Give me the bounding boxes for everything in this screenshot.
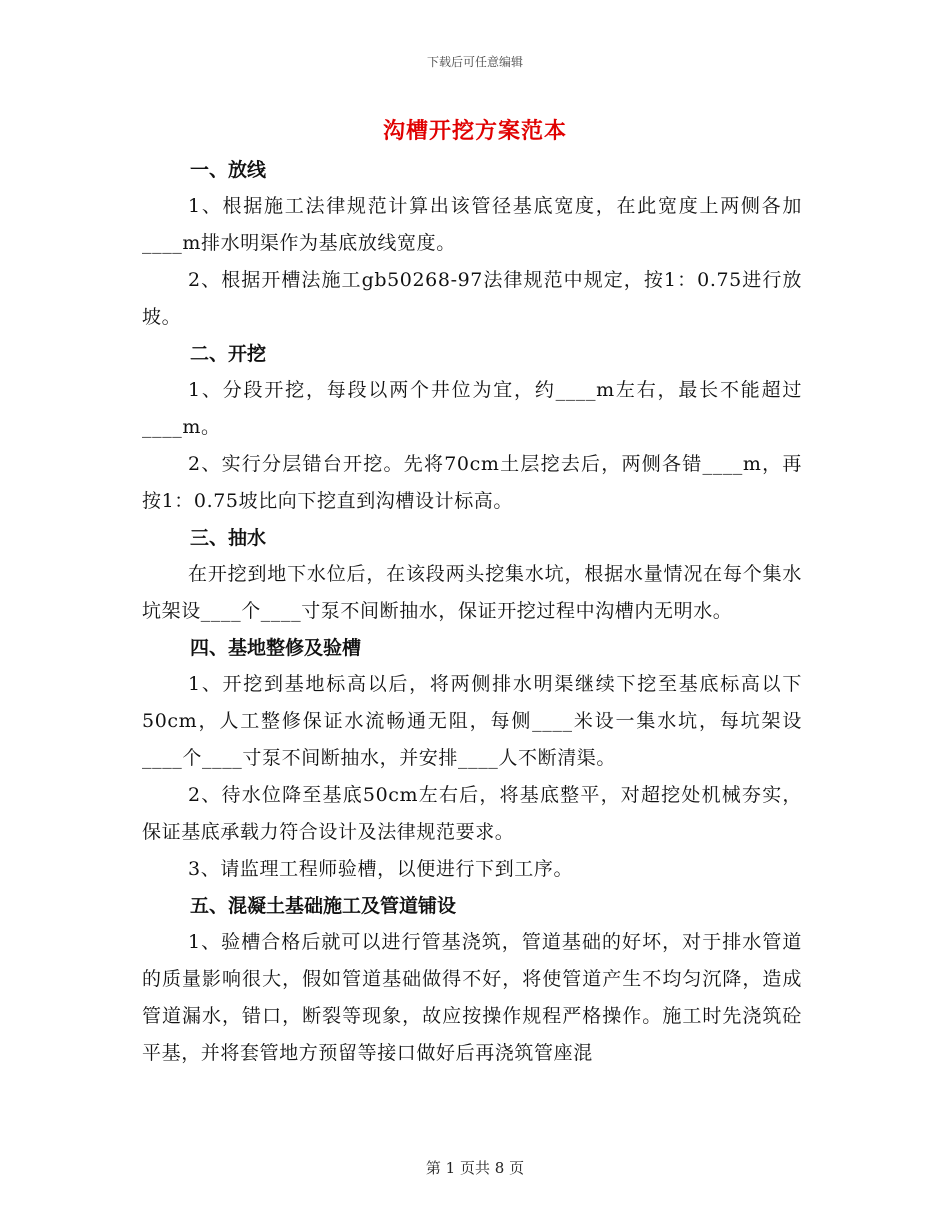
section-hunningtu-jichu (142, 888, 802, 1072)
paragraph: 1、验槽合格后就可以进行管基浇筑，管道基础的好坏，对于排水管道的质量影响很大，假如管道基础做得不好，将使管道产生不均匀沉降，造成管道漏水，错口，断裂等现象，故应按操作规程严格操作。施工时先浇筑砼平基，并将套管地方预留等接口做好后再浇筑管座混 (142, 931, 802, 1064)
paragraph: 2、实行分层错台开挖。先将70cm土层挖去后，两侧各错____m，再按1：0.75坡比向下挖直到沟槽设计标高。 (142, 453, 802, 512)
paragraph: 1、根据施工法律规范计算出该管径基底宽度，在此宽度上两侧各加____m排水明渠作为基底放线宽度。 (142, 195, 802, 254)
paragraph: 3、请监理工程师验槽，以便进行下到工序。 (188, 858, 574, 880)
section-heading: 三、抽水 (190, 527, 267, 549)
section-heading: 一、放线 (190, 159, 267, 181)
document-title: 沟槽开挖方案范本 (382, 118, 567, 144)
section-heading: 五、混凝土基础施工及管道铺设 (190, 895, 457, 917)
section-heading: 四、基地整修及验槽 (190, 637, 362, 659)
section-choushui (142, 520, 802, 630)
paragraph: 1、开挖到基地标高以后，将两侧排水明渠继续下挖至基底标高以下50cm，人工整修保证水流畅通无阻，每侧____米设一集水坑，每坑架设____个____寸泵不间断抽水，并安排____人不断清渠。 (142, 673, 802, 769)
section-jidi-zhengxiu (142, 630, 802, 888)
paragraph: 2、根据开槽法施工gb50268-97法律规范中规定，按1：0.75进行放坡。 (142, 269, 802, 328)
header-note: 下载后可任意编辑 (426, 55, 523, 69)
section-fangxian (142, 152, 802, 336)
paragraph: 1、分段开挖，每段以两个井位为宜，约____m左右，最长不能超过____m。 (142, 379, 802, 438)
document-body (142, 152, 802, 1072)
section-kaiwa (142, 336, 802, 520)
paragraph: 在开挖到地下水位后，在该段两头挖集水坑，根据水量情况在每个集水坑架设____个____寸泵不间断抽水，保证开挖过程中沟槽内无明水。 (142, 563, 802, 622)
section-heading: 二、开挖 (190, 343, 267, 365)
paragraph: 2、待水位降至基底50cm左右后，将基底整平，对超挖处机械夯实，保证基底承载力符合设计及法律规范要求。 (142, 784, 802, 843)
page-number-footer: 第 1 页共 8 页 (425, 1159, 525, 1177)
